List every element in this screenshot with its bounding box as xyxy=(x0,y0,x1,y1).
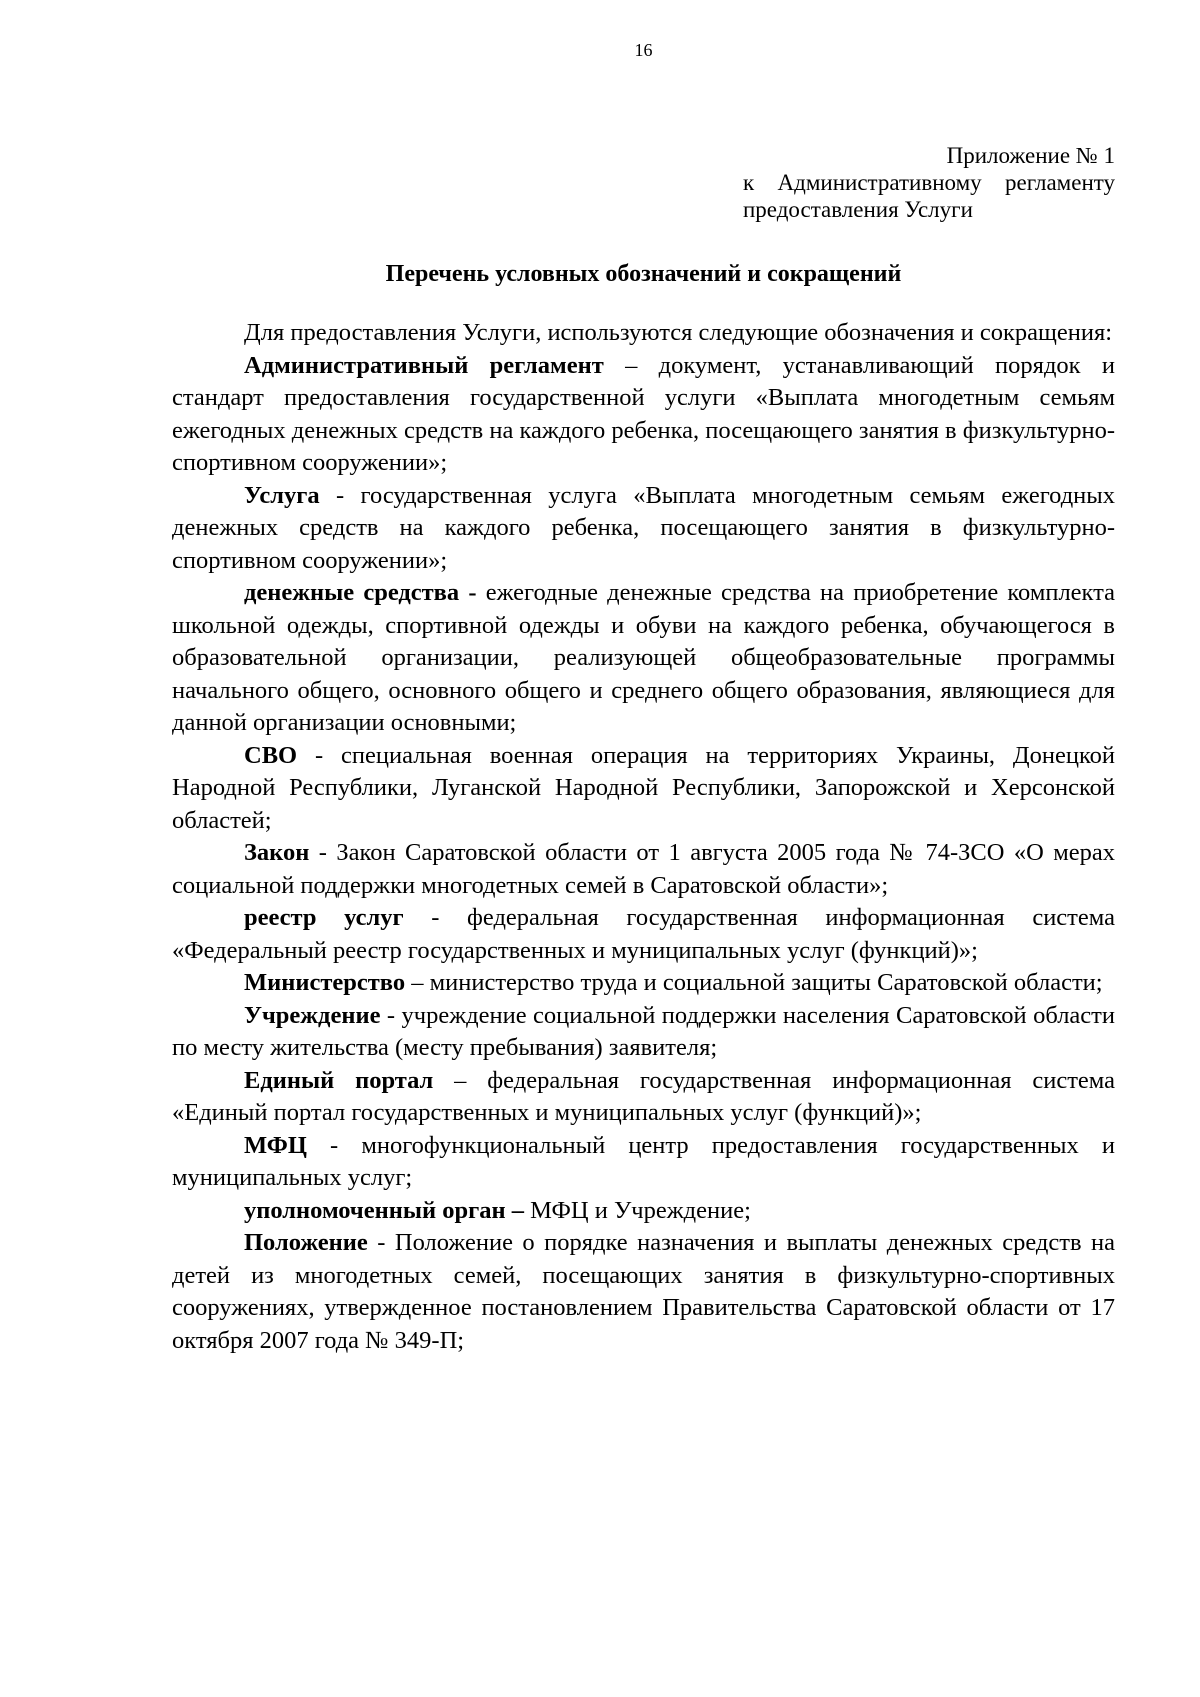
appendix-reference: к Административному регламенту xyxy=(743,170,1115,195)
intro-paragraph: Для предоставления Услуги, используются следующие обозначения и сокращения: xyxy=(244,319,1113,346)
definition-separator: – xyxy=(405,969,430,996)
definition-paragraph xyxy=(172,577,1115,740)
definition-paragraph xyxy=(172,1195,1115,1228)
definition-term: Единый портал xyxy=(244,1066,434,1094)
definition-separator: – xyxy=(433,1066,488,1094)
definition-text: Закон Саратовской области от 1 августа 2005 года № 74-ЗСО «О мерах социальной поддержки многодетных семей в Саратовской области»; xyxy=(172,839,1115,899)
definition-text: министерство труда и социальной защиты Саратовской области; xyxy=(429,969,1103,996)
definition-term: Административный регламент xyxy=(244,351,604,379)
definition-text: специальная военная операция на территориях Украины, Донецкой Народной Республики, Луганской Народной Республики, Запорожской и Херсонской областей; xyxy=(172,741,1115,834)
definition-paragraph xyxy=(172,902,1115,967)
definition-paragraph xyxy=(172,1065,1115,1130)
definition-text: Положение о порядке назначения и выплаты денежных средств на детей из многодетных семей, посещающих занятия в физкультурно-спортивных сооружениях, утвержденное постановлением Правительства Саратовской области от 17 октября 2007 года № 349-П; xyxy=(172,1229,1115,1354)
definition-paragraph xyxy=(172,480,1115,578)
definition-paragraph xyxy=(172,967,1115,1000)
definition-term: Положение xyxy=(244,1229,368,1256)
definition-separator: - xyxy=(380,1001,402,1029)
definition-separator: - xyxy=(297,741,342,769)
definition-paragraph xyxy=(172,1227,1115,1357)
definition-term: Закон xyxy=(244,839,310,866)
definition-text: документ, устанавливающий порядок и стандарт предоставления государственной услуги «Выплата многодетным семьям ежегодных денежных средств на каждого ребенка, посещающего занятия в физкультурно-спортивном сооружении»; xyxy=(172,351,1115,476)
definition-term: реестр услуг xyxy=(244,904,404,931)
definition-separator: - xyxy=(309,839,337,866)
definition-separator: - xyxy=(306,1131,362,1159)
definition-paragraph xyxy=(172,837,1115,902)
definition-term: уполномоченный орган – xyxy=(244,1196,524,1224)
definition-term: Учреждение xyxy=(244,1001,381,1029)
definition-term: МФЦ xyxy=(244,1131,307,1159)
definition-text: государственная услуга «Выплата многодетным семьям ежегодных денежных средств на каждого ребенка, посещающего занятия в физкультурно-спортивном сооружении»; xyxy=(172,481,1115,574)
definition-paragraph xyxy=(172,1000,1115,1065)
definition-text: учреждение социальной поддержки населения Саратовской области по месту жительства (месту пребывания) заявителя; xyxy=(172,1001,1115,1061)
definition-term: Министерство xyxy=(244,969,406,996)
appendix-number: Приложение № 1 xyxy=(946,143,1115,168)
definition-text: МФЦ и Учреждение; xyxy=(530,1196,751,1224)
definition-separator: - xyxy=(367,1229,395,1256)
document-title: Перечень условных обозначений и сокращений xyxy=(385,261,902,287)
document-body xyxy=(172,317,1115,1357)
appendix-subject: предоставления Услуги xyxy=(743,197,973,222)
definition-paragraph xyxy=(172,1130,1115,1195)
page-number: 16 xyxy=(634,40,653,60)
definition-paragraph xyxy=(172,350,1115,480)
definitions-list xyxy=(172,350,1115,1358)
definition-paragraph xyxy=(172,740,1115,838)
definition-separator: – xyxy=(603,351,659,379)
definition-text: многофункциональный центр предоставления государственных и муниципальных услуг; xyxy=(172,1131,1115,1191)
definition-separator: - xyxy=(319,481,361,509)
appendix-header xyxy=(743,142,1115,223)
definition-separator: - xyxy=(403,904,468,931)
definition-text: федеральная государственная информационная система «Единый портал государственных и муниципальных услуг (функций)»; xyxy=(172,1066,1115,1126)
definition-text: ежегодные денежные средства на приобретение комплекта школьной одежды, спортивной одежды и обуви на каждого ребенка, обучающегося в образовательной организации, реализующей общеобразовательные программы начального общего, основного общего и среднего общего образования, являющиеся для данной организации основными; xyxy=(172,579,1116,736)
definition-separator xyxy=(477,579,486,606)
definition-term: денежные средства - xyxy=(244,579,477,606)
definition-term: Услуга xyxy=(244,481,320,509)
definition-term: СВО xyxy=(244,741,298,769)
definition-text: федеральная государственная информационная система «Федеральный реестр государственных и муниципальных услуг (функций)»; xyxy=(172,904,1115,964)
